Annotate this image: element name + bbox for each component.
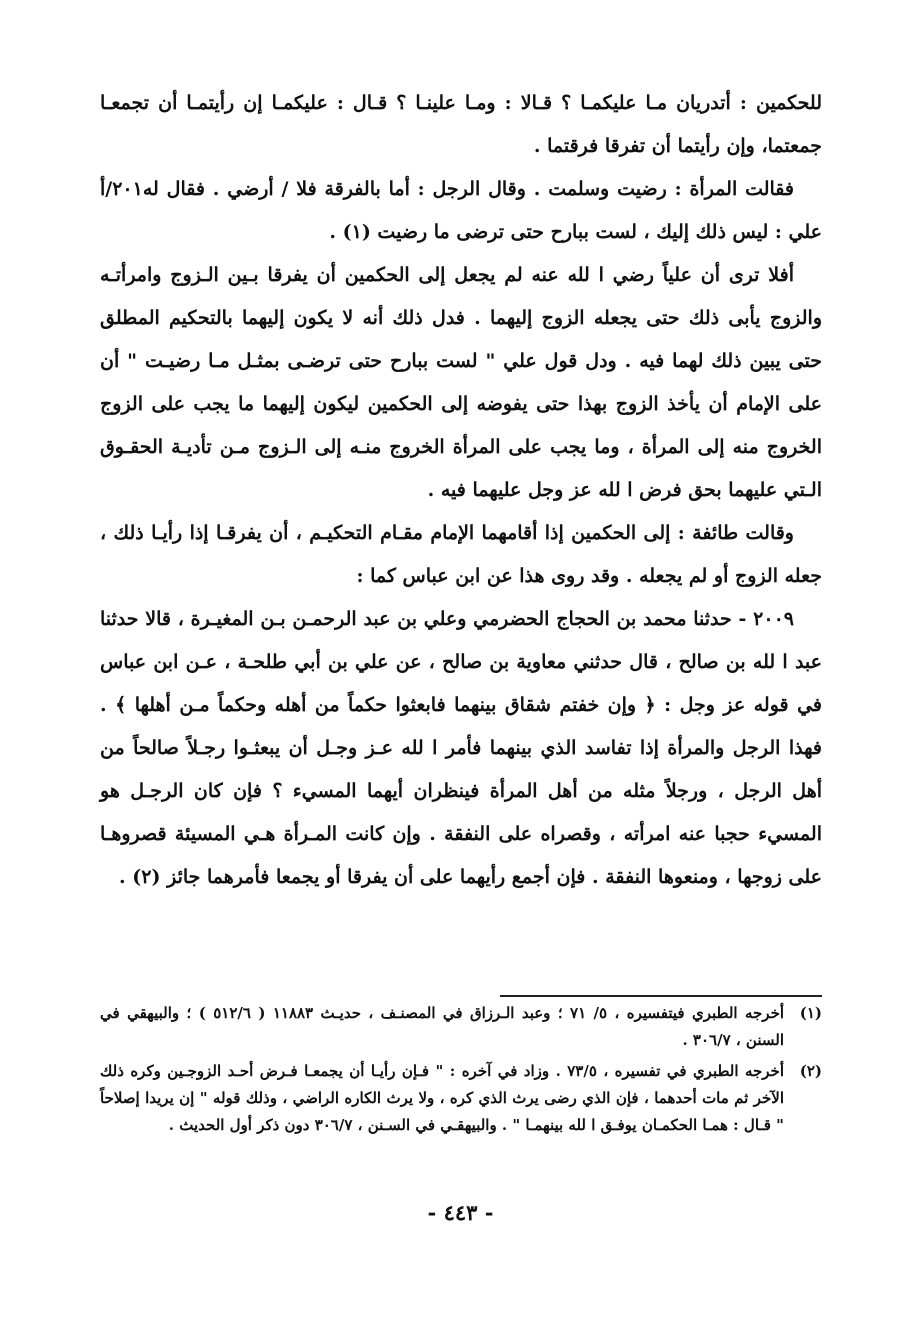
footnote-1-text: أخرجه الطبري فيتفسيره ، ٥/ ٧١ ؛ وعبد الـرزاق في المصنـف ، حديـث ١١٨٨٣ ( ٥١٢/٦ ) ؛ والبيهقي في السنن ، ٣٠٦/٧ .: [100, 1004, 785, 1049]
footnote-separator: [500, 995, 822, 997]
footnote-1: [100, 1000, 822, 1054]
main-text: [100, 82, 822, 899]
paragraph-4: وقالت طائفة : إلى الحكمين إذا أقامهما الإمام مقـام التحكيـم ، أن يفرقـا إذا رأيـا ذلك ، جعله الزوج أو لم يجعله . وقد روى هذا عن ابن عباس كما :: [100, 522, 822, 587]
footnotes: [100, 1000, 822, 1143]
paragraph-1: للحكمين : أتدريان مـا عليكمـا ؟ قـالا : ومـا علينـا ؟ قـال : عليكمـا إن رأيتمـا أن تجمعـا جمعتما، وإن رأيتما أن تفرقا فرقتما .: [100, 92, 822, 157]
footnote-2-number: (٢): [799, 1062, 822, 1080]
paragraph-5-hadith-2009: ٢٠٠٩ - حدثنا محمد بن الحجاج الحضرمي وعلي بن عبد الرحمـن بـن المغيـرة ، قالا حدثنا عبد ا لله بن صالح ، قال حدثني معاوية بن صالح ، عن علي بن أبي طلحـة ، عـن ابن عباس في قوله عز وجل : ﴿ وإن خفتم شقاق بينهما فابعثوا حكماً من أهله وحكماً مـن أهلها ﴾ . فهذا الرجل والمرأة إذا تفاسد الذي بينهما فأمر ا لله عـز وجـل أن يبعثـوا رجـلاً صالحاً من أهل الرجل ، ورجلاً مثله من أهل المرأة فينظران أيهما المسيء ؟ فإن كان الرجـل هو المسيء حجبا عنه امرأته ، وقصراه على النفقة . وإن كانت المـرأة هـي المسيئة قصروهـا على زوجها ، ومنعوها النفقة . فإن أجمع رأيهما على أن يفرقا أو يجمعا فأمرهما جائز (٢) .: [100, 608, 822, 888]
paragraph-2: فقالت المرأة : رضيت وسلمت . وقال الرجل : أما بالفرقة فلا / أرضي . فقال له٢٠١/أ علي : ليس ذلك إليك ، لست ببارح حتى ترضى ما رضيت (١) .: [100, 178, 822, 243]
footnote-2: [100, 1058, 822, 1139]
page-number: - ٤٤٣ -: [427, 1200, 494, 1225]
paragraph-3: أفلا ترى أن علياً رضي ا لله عنه لم يجعل إلى الحكمين أن يفرقا بـين الـزوج وامرأتـه والزوج يأبى ذلك حتى يجعله الزوج إليهما . فدل ذلك أنه لا يكون إليهما بالتحكيم المطلق حتى يبين ذلك لهما فيه . ودل قول علي " لست ببارح حتى ترضـى بمثـل مـا رضيـت " أن على الإمام أن يأخذ الزوج بهذا حتى يفوضه إلى الحكمين ليكون إليهما ما يجب على الزوج الخروج منه إلى المرأة ، وما يجب على المرأة الخروج منـه إلى الـزوج مـن تأديـة الحقـوق الـتي عليهما بحق فرض ا لله عز وجل عليهما فيه .: [100, 264, 822, 501]
footnote-1-number: (١): [799, 1004, 822, 1022]
footnote-2-text: أخرجه الطبري في تفسيره ، ٧٣/٥ . وزاد في آخره : " فـإن رأيـا أن يجمعـا فـرض أحـد الزوجـين وكره ذلك الآخر ثم مات أحدهما ، فإن الذي رضى يرث الذي كره ، ولا يرث الكاره الراضي ، وذلك قوله " إن يريدا إصلاحاً " قـال : همـا الحكمـان يوفـق ا لله بينهمـا " . والبيهقـي في السـنن ، ٣٠٦/٧ دون ذكر أول الحديث .: [100, 1062, 784, 1134]
